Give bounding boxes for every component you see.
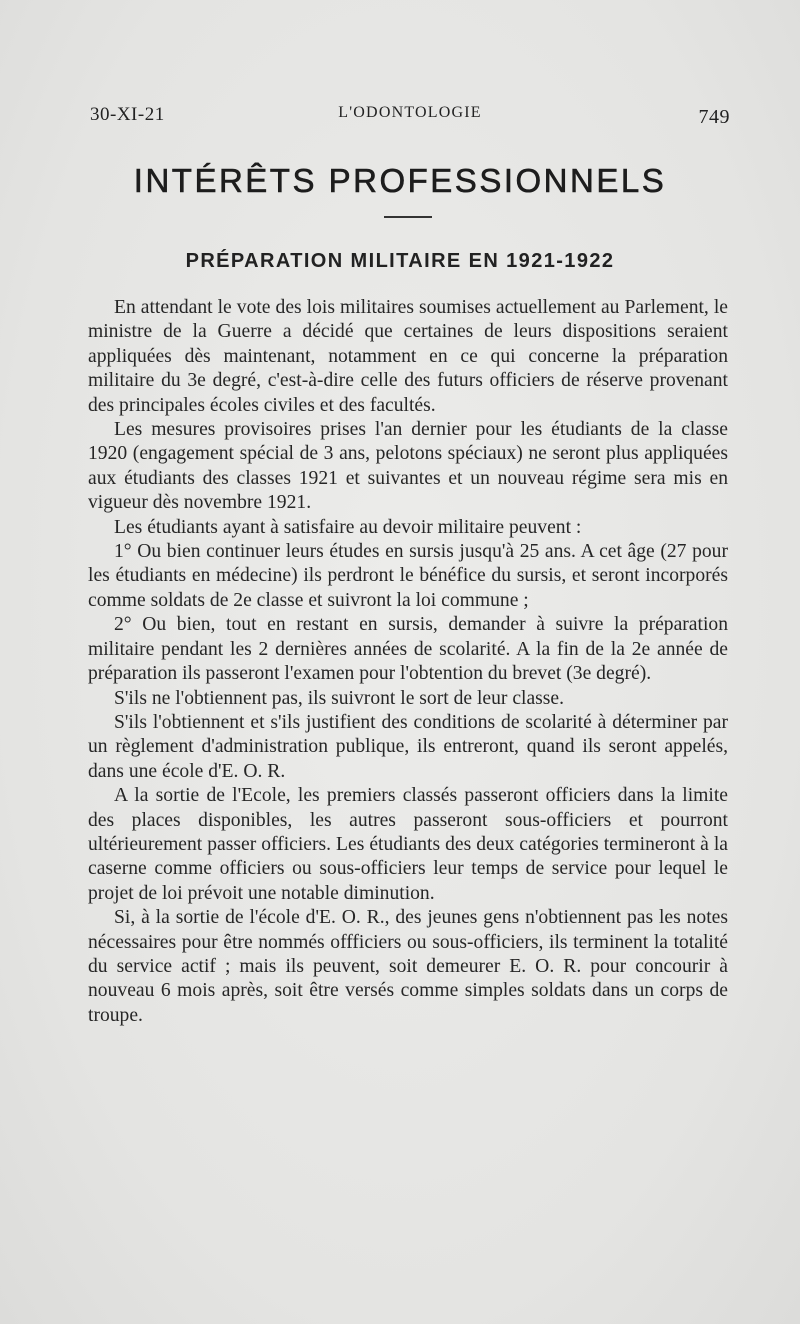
paragraph: Les mesures provisoires prises l'an dernier pour les étudiants de la classe 1920 (engagement spécial de 3 ans, pelotons spéciaux) ne seront plus appliquées aux étudiants des classes 1921 et suivantes et un nouveau régime sera mis en vigueur dès novembre 1921.	[88, 419, 728, 514]
paragraph: A la sortie de l'Ecole, les premiers classés passeront officiers dans la limite des places disponibles, les autres passeront sous-officiers et pourront ultérieurement passer officiers. Les étudiants des deux catégories termineront à la caserne comme officiers ou sous-officiers leur temps de service pour lequel le projet de loi prévoit une notable diminution.	[88, 785, 728, 904]
paragraph: Si, à la sortie de l'école d'E. O. R., des jeunes gens n'obtiennent pas les notes nécessaires pour être nommés offficiers ou sous-officiers, ils terminent la totalité du service actif ; mais ils peuvent, soit demeurer E. O. R. pour concourir à nouveau 6 mois après, soit être versés comme simples soldats dans un corps de troupe.	[88, 907, 728, 1026]
journal-name: L'ODONTOLOGIE	[338, 104, 482, 121]
title-divider	[384, 216, 432, 218]
running-header	[90, 100, 730, 130]
paragraph: Les étudiants ayant à satisfaire au devoir militaire peuvent :	[114, 516, 582, 538]
paragraph: En attendant le vote des lois militaires soumises actuellement au Parlement, le ministre de la Guerre a décidé que certaines de leurs dispositions seraient appliquées dès maintenant, notamment en ce qui concerne la préparation militaire du 3e degré, c'est-à-dire celle des futurs officiers de réserve provenant des principales écoles civiles et des facultés.	[88, 297, 728, 416]
paragraph: 1° Ou bien continuer leurs études en sursis jusqu'à 25 ans. A cet âge (27 pour les étudiants en médecine) ils perdront le bénéfice du sursis, et seront incorporés comme soldats de 2e classe et suivront la loi commune ;	[88, 541, 728, 611]
paragraph: S'ils l'obtiennent et s'ils justifient des conditions de scolarité à déterminer par un règlement d'administration publique, ils entreront, quand ils seront appelés, dans une école d'E. O. R.	[88, 711, 728, 782]
article-body	[88, 296, 728, 1028]
section-title: INTÉRÊTS PROFESSIONNELS	[133, 162, 667, 199]
paragraph: S'ils ne l'obtiennent pas, ils suivront le sort de leur classe.	[114, 687, 565, 709]
issue-date: 30-XI-21	[90, 104, 165, 125]
page-number: 749	[698, 106, 730, 128]
article-title: PRÉPARATION MILITAIRE EN 1921-1922	[185, 250, 615, 272]
paragraph: 2° Ou bien, tout en restant en sursis, demander à suivre la préparation militaire pendant les 2 dernières années de scolarité. A la fin de la 2e année de préparation ils passeront l'examen pour l'obtention du brevet (3e degré).	[88, 614, 728, 685]
